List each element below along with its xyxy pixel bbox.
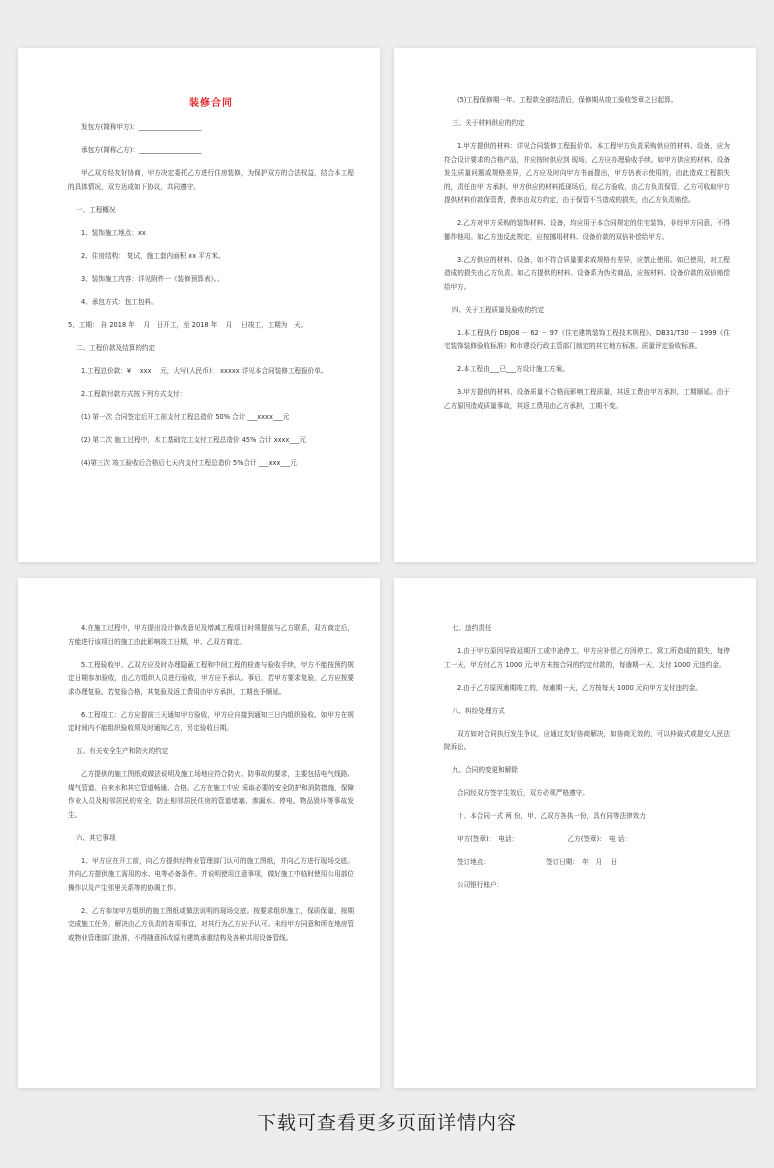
paragraph: 2、乙方参加甲方组织的施工图纸或做法说明的现场交底。按要求组织施工，保质保量，按期完成施工任务，解决由乙方负责的各项事宜，对其行为乙方应予认可。未经甲方同意和所在地房管或物业管理部门批准，不得随意拆改原有建筑承重结构及各种共用设备管线。 bbox=[68, 906, 354, 942]
paragraph: 2.本工程由___已___方设计施工方案。 bbox=[457, 365, 569, 373]
paragraph: (4)第三次 竣工验收后合格后七天内支付工程总造价 5%合计 ___xxx___元 bbox=[81, 458, 297, 467]
paragraph: (2) 第二次 施工过程中，木工基础完工支付工程总造价 45% 合计 xxxx___元 bbox=[81, 435, 306, 444]
paragraph: 2.工程款付款方式按下列方式支付： bbox=[81, 389, 187, 398]
section-heading: 四、关于工程质量及验收的约定 bbox=[452, 305, 545, 314]
contract-page-4 bbox=[394, 578, 756, 1088]
download-more-caption: 下载可查看更多页面详情内容 bbox=[256, 1112, 517, 1134]
contract-page-1 bbox=[18, 48, 380, 562]
section-heading: 一、工程概况 bbox=[76, 205, 116, 214]
paragraph: 乙方提供的施工图纸或做法说明及施工场地应符合防火、防事故的要求，主要包括电气线路、煤气管道、自来水和其它管道畅通、合格。乙方在施工中应 采取必要的安全防护和消防措施，保障作业人员及相邻居民的安全，防止相邻居民住房的管道堵塞、渗漏水、停电、物品毁坏等事故发生。 bbox=[68, 770, 354, 819]
section-heading: 七、违约责任 bbox=[452, 624, 492, 632]
paragraph: 1.本工程执行 DBJ08 － 62 － 97《住宅建筑装饰工程技术规程》、DB31/T30 － 1999《住宅装饰装修验收标准》和市建设行政主管部门制定的其它地方标准、质量评定验收标准。 bbox=[444, 328, 730, 350]
paragraph: 1.由于甲方原因导致延期开工或中途停工，甲方应补偿乙方因停工、窝工所造成的损失，每停工一天，甲方付乙方 1000 元;甲方未按合同的约定付款的，每逾期一天，支付 1000 元违约金。 bbox=[444, 647, 730, 669]
paragraph: 1、装饰施工地点：xx bbox=[81, 228, 146, 237]
party-b-line: 承包方(简称乙方)：___________________ bbox=[81, 146, 202, 154]
section-heading: 八、纠纷处理方式 bbox=[452, 706, 505, 715]
paragraph: 3.甲方提供的材料、设备质量不合格而影响工程质量，其返工费由甲方承担，工期顺延。由于乙方原因造成质量事故，其返工费用由乙方承担，工期不变。 bbox=[444, 388, 730, 410]
paragraph: 1.甲方提供的材料：详见合同装修工程报价单。本工程甲方负责采购供应的材料、设备，应为符合设计要求的合格产品，并应按时供应到 现场，乙方应办理验收手续。如甲方供应的材料、设备发生质量问题或规格差异，乙方应及时向甲方书面提出，甲方仍表示使用的，由此造成工程损失的，责任由甲 方承担。甲方供应的材料抵现场后，经乙方验收，由乙方负责保管，乙方可收取甲方提供材料价款保管费，费率由双方约定，由于保管不当造成的损失，由乙方负责赔偿。 bbox=[444, 142, 730, 204]
preamble: 甲乙双方经友好协商，甲方决定委托乙方进行住房装修，为保护双方的合法权益，结合本工程的具体情况，双方达成如下协议，共同遵守。 bbox=[68, 169, 354, 191]
paragraph: 3、装饰施工内容：详见附件一《装修预算表》。。 bbox=[81, 274, 224, 283]
paragraph: 4、承包方式：包工包料。 bbox=[81, 297, 158, 306]
paragraph: 合同经双方签字生效后，双方必须严格遵守。 bbox=[457, 789, 589, 797]
contract-page-2 bbox=[394, 48, 756, 562]
paragraph: 3.乙方供应的材料、设备，如不符合质量要求或规格有差异，应禁止使用。如已使用，对工程造成的损失由乙方负责。如乙方提供的材料、设备系为伪劣商品，应按材料、设备价款的双倍赔偿给甲方。 bbox=[444, 255, 730, 291]
paragraph: (1) 第一次 合同签定后开工前支付工程总造价 50% 合计 ___xxxx___元 bbox=[81, 412, 290, 421]
paragraph: 6.工程竣工：乙方应提前三天通知甲方验收，甲方应自接到通知三日内组织验收。如甲方在规定时间内不能组织验收须及时通知乙方，另定验收日期。 bbox=[68, 710, 354, 732]
paragraph: 双方如对合同执行发生争议，应通过友好协商解决，如协商无效的，可以仲裁式或提交人民法院诉讼。 bbox=[444, 729, 730, 751]
document-title: 装修合同 bbox=[189, 98, 233, 109]
paragraph: 1.工程总价款：¥ xxx 元，大写(人民币)： xxxxx 详见本合同装修工程报价单。 bbox=[81, 366, 328, 375]
paragraph: 2.由于乙方原因逾期竣工的，每逾期一天，乙方按每天 1000 元向甲方支付违约金。 bbox=[457, 683, 702, 692]
paragraph: 5、工期： 自 2018 年 月 日开工，至 2018 年 月 日竣工，工期为 天。 bbox=[68, 320, 308, 329]
section-heading: 二、工程价款及结算的约定 bbox=[76, 343, 156, 352]
paragraph: 4.在施工过程中，甲方提出设计修改意见及增减工程项目时须提前与乙方联系，双方商定后，方能进行该项目的施工由此影响竣工日期，甲、乙双方商定。 bbox=[68, 624, 354, 646]
section-heading: 五、有关安全生产和防火的约定 bbox=[76, 747, 169, 755]
paragraph: 十、本合同一式 两 份，甲、乙双方各执一份，具有同等法律效力 bbox=[457, 812, 646, 820]
section-heading: 九、合同的变更和解除 bbox=[452, 766, 518, 774]
paragraph: 5.工程验收甲、乙双方应及时办理隐蔽工程和中间工程的检查与验收手续，甲方不能按预约规定日期参加验收，由乙方组织人员进行验收，甲方应予承认。事后，若甲方要求复验，乙方应按要求办理复验。若复验合格，其复验及返工费用由甲方承担，工期也予顺延。 bbox=[68, 660, 354, 696]
bank-account-line: 公司银行账户： bbox=[457, 881, 504, 889]
signature-line: 甲方(签章)： 电话： 乙方(签章)： 电 话： bbox=[457, 835, 631, 843]
paragraph: 2.乙方对甲方采购的装饰材料、设备，均应用于本合同规定的住宅装饰，非经甲方同意，不得挪作他用。如乙方违反此规定，应按挪用材料、设备价款的双倍补偿给甲方。 bbox=[444, 219, 730, 241]
paragraph: 2、住房结构： 复试，施工套内面积 xx 平方米。 bbox=[81, 251, 225, 260]
section-heading: 六、其它事项 bbox=[76, 833, 116, 842]
party-a-line: 发包方(简称甲方)：___________________ bbox=[81, 123, 202, 131]
paragraph: 1、甲方应在开工前，向乙方提供经物业管理部门认可的施工图纸，并向乙方进行现场交底。并向乙方提供施工需用的水、电等必备条件。并说明使用注意事项，做好施工中临时使用公用部位操作以及产生邻里关系等的协调工作。 bbox=[68, 856, 354, 892]
signing-place-date: 签订地点： 签订日期： 年 月 日 bbox=[457, 858, 618, 866]
paragraph: (5)工程保修期一年。工程款全部结清后，保修期从竣工验收签章之日起算。 bbox=[457, 96, 678, 104]
section-heading: 三、关于材料供应的约定 bbox=[452, 119, 525, 127]
contract-page-3 bbox=[18, 578, 380, 1088]
